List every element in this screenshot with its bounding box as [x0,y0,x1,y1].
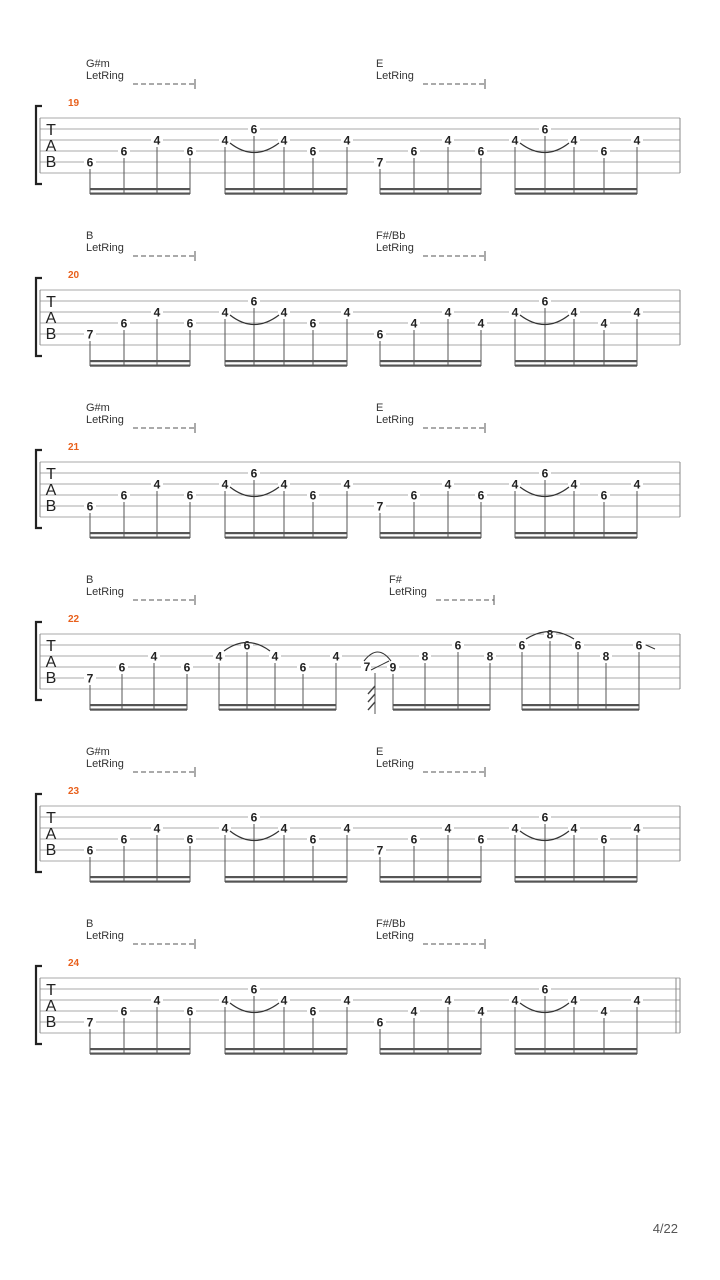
chord-name: G#m [86,746,110,758]
fret-number: 6 [86,155,94,170]
fret-number: 8 [421,649,429,664]
fret-number: 4 [570,993,578,1008]
fret-number: 4 [343,305,351,320]
tab-clef-letter: A [45,138,57,155]
fret-number: 6 [410,144,418,159]
beam [522,704,639,706]
tab-clef-letter: T [46,294,56,311]
beam [515,532,637,534]
fret-number: 6 [600,144,608,159]
beam [522,709,639,711]
beam [90,532,190,534]
tab-clef-letter: T [46,122,56,139]
fret-number: 6 [600,488,608,503]
let-ring-label: LetRing [376,758,414,770]
fret-number: 4 [280,305,288,320]
let-ring-label: LetRing [86,242,124,254]
fret-number: 6 [376,1015,384,1030]
beam [225,193,347,195]
beam [90,704,187,706]
bar-number: 20 [68,270,80,281]
fret-number: 4 [271,649,279,664]
fret-number: 6 [477,832,485,847]
fret-number: 4 [570,477,578,492]
fret-number: 6 [309,832,317,847]
beam [225,360,347,362]
fret-number: 7 [376,499,384,514]
beam [515,1053,637,1055]
fret-number: 6 [183,660,191,675]
fret-number: 4 [280,993,288,1008]
tab-clef-letter: B [45,326,57,343]
fret-number: 6 [250,982,258,997]
fret-number: 4 [221,305,229,320]
beam [90,188,190,190]
chord-name: E [376,58,384,70]
fret-number: 4 [153,305,161,320]
fret-number: 6 [541,466,549,481]
beam [515,537,637,539]
fret-number: 4 [343,133,351,148]
fret-number: 4 [444,133,452,148]
grace-flag [368,686,375,710]
let-ring-label: LetRing [376,70,414,82]
fret-number: 4 [343,477,351,492]
beam [380,193,481,195]
beam [515,365,637,367]
fret-number: 6 [120,144,128,159]
fret-number: 4 [221,821,229,836]
fret-number: 6 [299,660,307,675]
chord-name: E [376,402,384,414]
beam [515,188,637,190]
beam [380,365,481,367]
let-ring-label: LetRing [86,930,124,942]
bar-number: 19 [68,98,80,109]
fret-number: 4 [633,477,641,492]
fret-number: 6 [118,660,126,675]
beam [225,876,347,878]
chord-name: B [86,918,94,930]
fret-number: 4 [570,305,578,320]
beam [225,881,347,883]
fret-number: 8 [546,627,554,642]
fret-number: 8 [486,649,494,664]
fret-number: 7 [376,843,384,858]
chord-name: B [86,230,94,242]
beam [225,188,347,190]
beam [515,881,637,883]
fret-number: 4 [511,821,519,836]
beam [380,537,481,539]
fret-number: 6 [309,144,317,159]
beam [380,876,481,878]
beam [90,881,190,883]
tab-clef-letter: T [46,810,56,827]
beam [393,709,490,711]
fret-number: 4 [511,477,519,492]
beam [90,360,190,362]
fret-number: 4 [410,316,418,331]
beam [225,537,347,539]
fret-number: 4 [150,649,158,664]
fret-number: 4 [343,821,351,836]
let-ring-label: LetRing [86,758,124,770]
fret-number: 7 [86,671,94,686]
fret-number: 7 [376,155,384,170]
beam [515,360,637,362]
fret-number: 4 [280,821,288,836]
tab-clef-letter: A [45,654,57,671]
let-ring-label: LetRing [376,242,414,254]
let-ring-label: LetRing [376,930,414,942]
beam [90,876,190,878]
fret-number: 4 [215,649,223,664]
tab-clef-letter: A [45,826,57,843]
fret-number: 6 [250,466,258,481]
fret-number: 4 [633,305,641,320]
chord-name: G#m [86,402,110,414]
fret-number: 4 [153,993,161,1008]
fret-number: 6 [186,488,194,503]
fret-number: 6 [120,316,128,331]
fret-number: 4 [221,133,229,148]
tab-clef-letter: A [45,482,57,499]
fret-number: 6 [250,294,258,309]
beam [380,1048,481,1050]
beam [225,1048,347,1050]
chord-name: G#m [86,58,110,70]
fret-number: 4 [410,1004,418,1019]
beam [219,709,336,711]
tab-clef-letter: B [45,670,57,687]
fret-number: 6 [309,1004,317,1019]
fret-number: 4 [153,133,161,148]
beam [225,365,347,367]
fret-number: 6 [574,638,582,653]
beam [380,1053,481,1055]
fret-number: 6 [186,832,194,847]
tab-clef-letter: B [45,1014,57,1031]
fret-number: 6 [309,488,317,503]
chord-name: F#/Bb [376,918,406,930]
bar-number: 23 [68,786,80,797]
fret-number: 6 [410,832,418,847]
fret-number: 4 [477,1004,485,1019]
tab-clef-letter: T [46,466,56,483]
fret-number: 4 [570,821,578,836]
fret-number: 6 [250,122,258,137]
beam [219,704,336,706]
fret-number: 4 [600,316,608,331]
fret-number: 6 [541,294,549,309]
fret-number: 4 [444,305,452,320]
fret-number: 6 [86,499,94,514]
fret-number: 4 [153,477,161,492]
fret-number: 6 [120,832,128,847]
fret-number: 7 [86,1015,94,1030]
bar-number: 24 [68,958,80,969]
fret-number: 4 [633,133,641,148]
bar-number: 22 [68,614,80,625]
beam [90,537,190,539]
fret-number: 6 [477,488,485,503]
fret-number: 4 [633,821,641,836]
fret-number: 6 [410,488,418,503]
beam [225,1053,347,1055]
fret-number: 6 [477,144,485,159]
slide-out [646,645,655,649]
tab-clef-letter: A [45,998,57,1015]
beam [380,360,481,362]
fret-number: 4 [633,993,641,1008]
fret-number: 7 [86,327,94,342]
fret-number: 4 [343,993,351,1008]
let-ring-label: LetRing [86,414,124,426]
fret-number: 6 [186,144,194,159]
fret-number: 4 [600,1004,608,1019]
fret-number: 4 [221,993,229,1008]
fret-number: 6 [541,810,549,825]
fret-number: 8 [602,649,610,664]
fret-number: 6 [86,843,94,858]
tab-clef-letter: A [45,310,57,327]
fret-number: 4 [511,133,519,148]
beam [90,193,190,195]
fret-number: 6 [635,638,643,653]
chord-name: E [376,746,384,758]
grace-note: 7 [363,660,371,674]
fret-number: 4 [511,305,519,320]
let-ring-label: LetRing [86,586,124,598]
beam [90,1053,190,1055]
fret-number: 4 [221,477,229,492]
tab-clef-letter: B [45,154,57,171]
fret-number: 6 [243,638,251,653]
beam [90,709,187,711]
beam [90,365,190,367]
fret-number: 4 [511,993,519,1008]
let-ring-label: LetRing [376,414,414,426]
fret-number: 6 [541,122,549,137]
fret-number: 4 [280,477,288,492]
fret-number: 4 [570,133,578,148]
page-number: 4/22 [652,1221,678,1236]
beam [380,532,481,534]
fret-number: 6 [186,1004,194,1019]
tab-clef-letter: T [46,638,56,655]
fret-number: 4 [153,821,161,836]
fret-number: 6 [376,327,384,342]
fret-number: 6 [186,316,194,331]
fret-number: 4 [280,133,288,148]
beam [90,1048,190,1050]
fret-number: 6 [600,832,608,847]
fret-number: 6 [120,488,128,503]
tab-clef-letter: T [46,982,56,999]
beam [380,188,481,190]
beam [380,881,481,883]
fret-number: 9 [389,660,397,675]
fret-number: 6 [518,638,526,653]
fret-number: 6 [454,638,462,653]
beam [515,1048,637,1050]
beam [515,193,637,195]
beam [393,704,490,706]
fret-number: 4 [444,821,452,836]
fret-number: 6 [309,316,317,331]
tab-clef-letter: B [45,498,57,515]
beam [515,876,637,878]
chord-name: F#/Bb [376,230,406,242]
bar-number: 21 [68,442,80,453]
let-ring-label: LetRing [389,586,427,598]
let-ring-label: LetRing [86,70,124,82]
fret-number: 6 [541,982,549,997]
chord-name: B [86,574,94,586]
beam [225,532,347,534]
tab-clef-letter: B [45,842,57,859]
chord-name: F# [389,574,402,586]
fret-number: 4 [444,477,452,492]
fret-number: 4 [444,993,452,1008]
fret-number: 4 [477,316,485,331]
slide-line [371,661,389,670]
fret-number: 4 [332,649,340,664]
fret-number: 6 [120,1004,128,1019]
fret-number: 6 [250,810,258,825]
